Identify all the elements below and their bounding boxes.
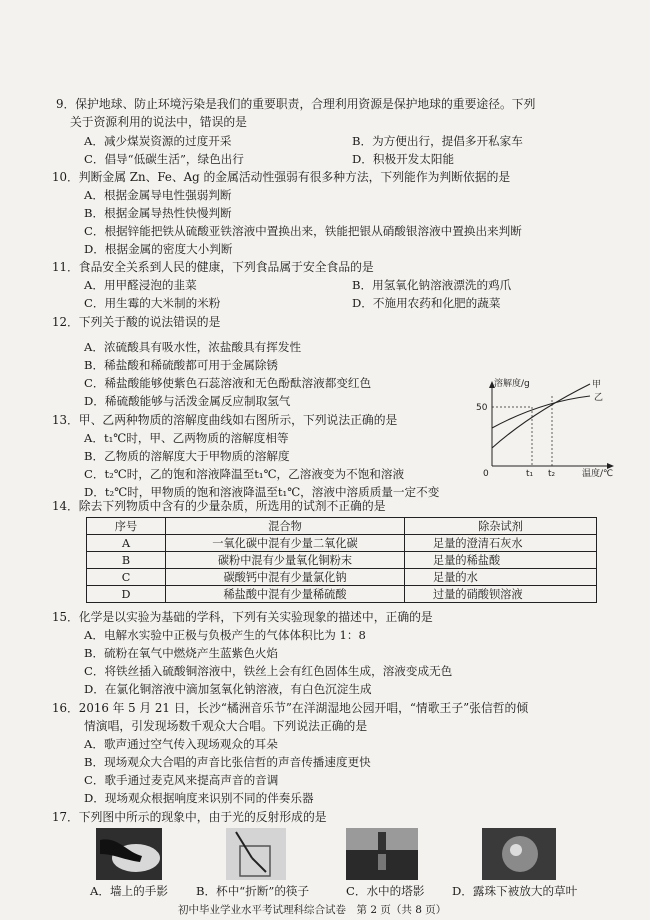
q11-stem: 11．食品安全关系到人民的健康，下列食品属于安全食品的是 bbox=[52, 260, 374, 274]
q9-stem-line2: 关于资源利用的说法中，错误的是 bbox=[70, 115, 247, 129]
q13-option-c: C．t₂℃时，乙的饱和溶液降温至t₁℃，乙溶液变为不饱和溶液 bbox=[84, 467, 405, 481]
q10-option-c: C．根据锌能把铁从硫酸亚铁溶液中置换出来，铁能把银从硝酸银溶液中置换出来判断 bbox=[84, 224, 522, 238]
q9-option-c: C．倡导“低碳生活”，绿色出行 bbox=[84, 152, 244, 166]
q17-option-d: D．露珠下被放大的草叶 bbox=[452, 884, 578, 898]
q14-stem: 14．除去下列物质中含有的少量杂质，所选用的试剂不正确的是 bbox=[52, 499, 386, 513]
q13-option-a: A．t₁℃时，甲、乙两物质的溶解度相等 bbox=[84, 431, 289, 445]
q13-stem: 13．甲、乙两种物质的溶解度曲线如右图所示，下列说法正确的是 bbox=[52, 413, 398, 427]
table-row bbox=[87, 586, 597, 603]
q10-option-b: B．根据金属导热性快慢判断 bbox=[84, 206, 232, 220]
q11-option-c: C．用生霉的大米制的米粉 bbox=[84, 296, 221, 310]
q16-option-a: A．歌声通过空气传入现场观众的耳朵 bbox=[84, 737, 278, 751]
solubility-curve-graph bbox=[470, 378, 620, 478]
row-c-reagent: 足量的水 bbox=[405, 569, 597, 586]
q15-option-b: B．硫粉在氧气中燃烧产生蓝紫色火焰 bbox=[84, 646, 279, 660]
q16-option-d: D．现场观众根据响度来识别不同的伴奏乐器 bbox=[84, 791, 314, 805]
q15-option-a: A．电解水实验中正极与负极产生的气体体积比为 1：8 bbox=[84, 628, 366, 642]
q16-stem-line1: 16．2016 年 5 月 21 日，长沙“橘洲音乐节”在洋湖湿地公园开唱，“情歌王子”张信哲的倾 bbox=[52, 701, 529, 715]
q17-option-a: A．墙上的手影 bbox=[90, 884, 168, 898]
q17-option-c: C．水中的塔影 bbox=[346, 884, 425, 898]
q14-table-header bbox=[87, 518, 597, 535]
q13-option-b: B．乙物质的溶解度大于甲物质的溶解度 bbox=[84, 449, 290, 463]
q12-option-d: D．稀硫酸能够与活泼金属反应制取氢气 bbox=[84, 394, 291, 408]
row-d-reagent: 过量的硝酸钡溶液 bbox=[405, 586, 597, 603]
graph-xlabel: 温度/℃ bbox=[582, 469, 614, 478]
q15-stem: 15．化学是以实验为基础的学科，下列有关实验现象的描述中，正确的是 bbox=[52, 610, 433, 624]
graph-origin: 0 bbox=[483, 469, 489, 478]
row-d-mixture: 稀盐酸中混有少量稀硫酸 bbox=[166, 586, 405, 603]
page-footer: 初中毕业学业水平考试理科综合试卷 第 2 页（共 8 页） bbox=[178, 904, 447, 916]
row-b-reagent: 足量的稀盐酸 bbox=[405, 552, 597, 569]
q14-header-index: 序号 bbox=[87, 518, 166, 535]
photo-chopsticks bbox=[226, 828, 286, 880]
label-t1: t₁ bbox=[526, 469, 534, 478]
q13-option-d: D．t₂℃时，甲物质的饱和溶液降温至t₁℃，溶液中溶质质量一定不变 bbox=[84, 485, 440, 499]
label-yi: 乙 bbox=[594, 393, 604, 403]
label-jia: 甲 bbox=[592, 380, 602, 390]
q10-option-d: D．根据金属的密度大小判断 bbox=[84, 242, 233, 256]
row-c-index: C bbox=[87, 569, 166, 586]
row-d-index: D bbox=[87, 586, 166, 603]
q12-option-b: B．稀盐酸和稀硫酸都可用于金属除锈 bbox=[84, 358, 279, 372]
q14-table bbox=[86, 517, 597, 603]
photo-tower-reflection bbox=[346, 828, 418, 880]
q12-option-a: A．浓硫酸具有吸水性，浓盐酸具有挥发性 bbox=[84, 340, 302, 354]
q16-stem-line2: 情演唱，引发现场数千观众大合唱。下列说法正确的是 bbox=[84, 719, 368, 733]
row-a-reagent: 足量的澄清石灰水 bbox=[405, 535, 597, 552]
row-b-mixture: 碳粉中混有少量氧化铜粉末 bbox=[166, 552, 405, 569]
q17-stem: 17．下列图中所示的现象中，由于光的反射形成的是 bbox=[52, 810, 327, 824]
graph-ylabel: 溶解度/g bbox=[494, 379, 530, 389]
q9-option-a: A．减少煤炭资源的过度开采 bbox=[84, 134, 232, 148]
table-row bbox=[87, 569, 597, 586]
q14-header-reagent: 除杂试剂 bbox=[405, 518, 597, 535]
q17-option-b: B．杯中“折断”的筷子 bbox=[196, 884, 310, 898]
row-b-index: B bbox=[87, 552, 166, 569]
q11-option-b: B．用氢氧化钠溶液漂洗的鸡爪 bbox=[352, 278, 512, 292]
q11-option-a: A．用甲醛浸泡的韭菜 bbox=[84, 278, 197, 292]
label-t2: t₂ bbox=[548, 469, 556, 478]
table-row bbox=[87, 552, 597, 569]
q11-option-d: D．不施用农药和化肥的蔬菜 bbox=[352, 296, 501, 310]
photo-hand-shadow bbox=[96, 828, 162, 880]
q9-option-b: B．为方便出行，提倡多开私家车 bbox=[352, 134, 523, 148]
q9-option-d: D．积极开发太阳能 bbox=[352, 152, 455, 166]
q12-stem: 12．下列关于酸的说法错误的是 bbox=[52, 315, 221, 329]
photo-dewdrop bbox=[482, 828, 556, 880]
q15-option-d: D．在氯化铜溶液中滴加氢氧化钠溶液，有白色沉淀生成 bbox=[84, 682, 372, 696]
row-a-mixture: 一氧化碳中混有少量二氧化碳 bbox=[166, 535, 405, 552]
q9-stem-line1: 9．保护地球、防止环境污染是我们的重要职责，合理利用资源是保护地球的重要途径。下列 bbox=[56, 97, 536, 111]
q15-option-c: C．将铁丝插入硫酸铜溶液中，铁丝上会有红色固体生成，溶液变成无色 bbox=[84, 664, 453, 678]
curve-jia bbox=[492, 384, 590, 448]
q14-header-mixture: 混合物 bbox=[166, 518, 405, 535]
q10-stem: 10．判断金属 Zn、Fe、Ag 的金属活动性强弱有很多种方法，下列能作为判断依据的是 bbox=[52, 170, 511, 184]
q16-option-c: C．歌手通过麦克风来提高声音的音调 bbox=[84, 773, 279, 787]
table-row bbox=[87, 535, 597, 552]
graph-tick-50: 50 bbox=[476, 403, 488, 413]
row-c-mixture: 碳酸钙中混有少量氯化钠 bbox=[166, 569, 405, 586]
q12-option-c: C．稀盐酸能够使紫色石蕊溶液和无色酚酞溶液都变红色 bbox=[84, 376, 372, 390]
q10-option-a: A．根据金属导电性强弱判断 bbox=[84, 188, 232, 202]
row-a-index: A bbox=[87, 535, 166, 552]
q16-option-b: B．现场观众大合唱的声音比张信哲的声音传播速度更快 bbox=[84, 755, 371, 769]
